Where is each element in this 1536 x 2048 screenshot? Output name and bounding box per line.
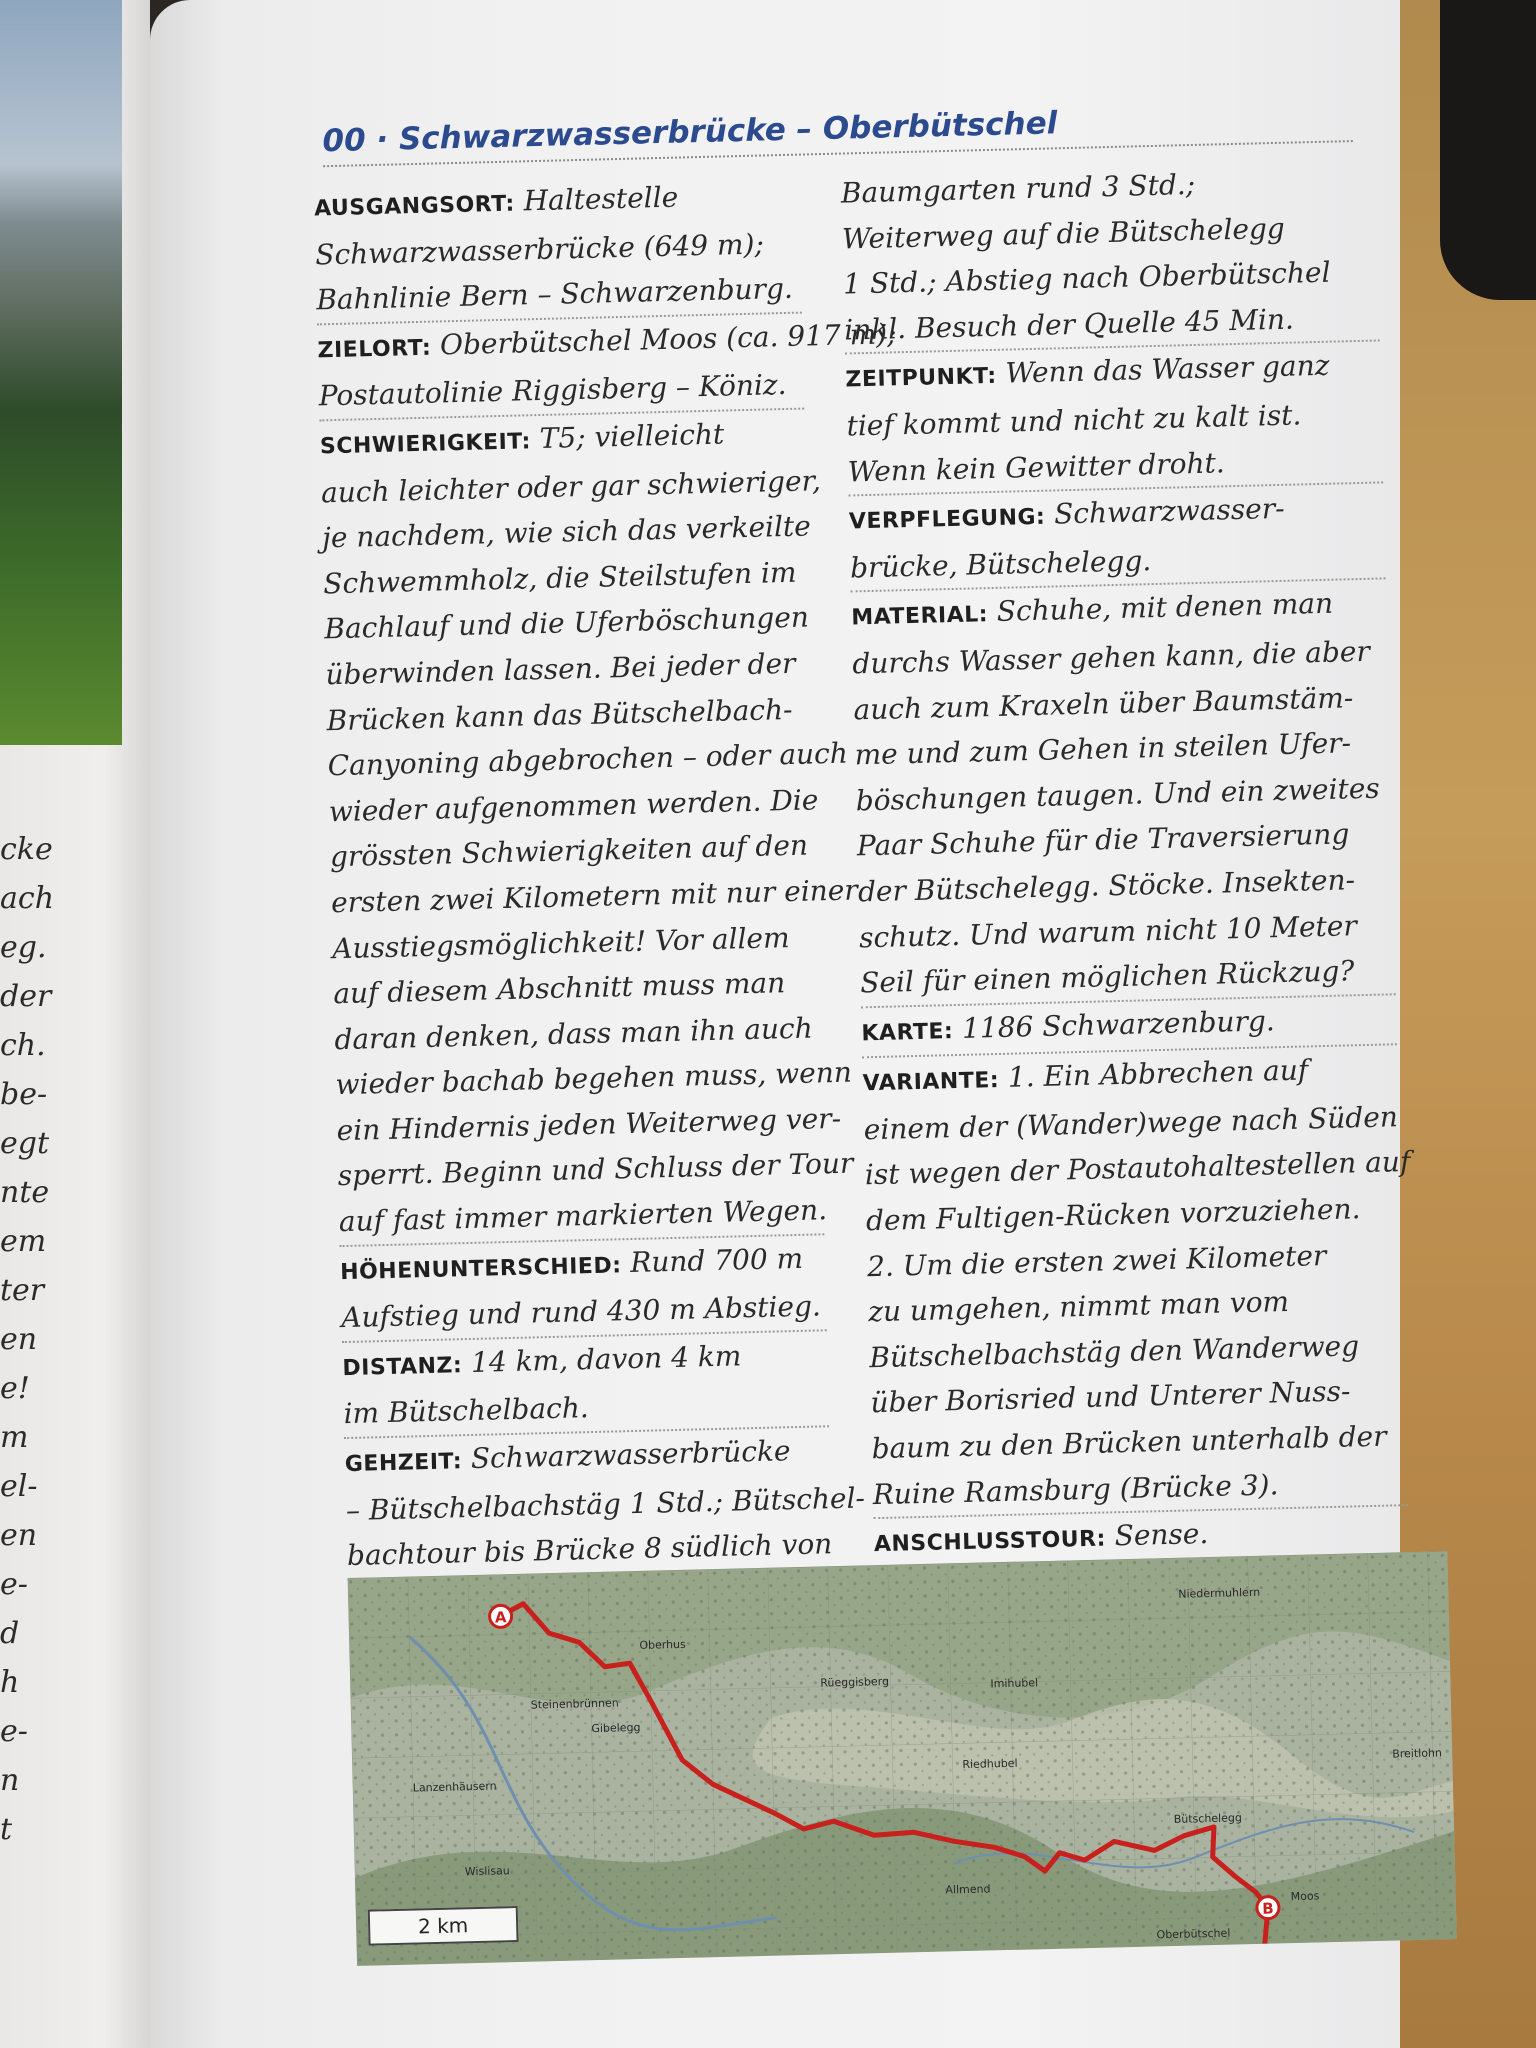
entry-text: 14 km, davon 4 km xyxy=(461,1339,742,1380)
entry-text: 1186 Schwarzenburg. xyxy=(952,1003,1276,1045)
left-page-fragment: nte xyxy=(0,1175,50,1210)
entry-text: ein Hindernis jeden Weiterweg ver- xyxy=(336,1101,842,1148)
entry-text: Haltestelle xyxy=(514,180,679,218)
route-map xyxy=(348,1551,1457,1966)
info-entry xyxy=(314,172,802,326)
entry-text: Bachlauf und die Uferböschungen xyxy=(324,600,810,646)
entry-text: Bütschelbachstäg den Wanderweg xyxy=(868,1329,1360,1375)
map-place-label: Oberhus xyxy=(639,1637,686,1652)
entry-text: me und zum Gehen in steilen Ufer- xyxy=(854,726,1352,772)
map-place-label: Imihubel xyxy=(990,1676,1039,1691)
left-page-fragment: m xyxy=(0,1420,29,1455)
entry-text: Bahnlinie Bern – Schwarzenburg. xyxy=(315,271,794,317)
page-title: 00 · Schwarzwasserbrücke – Oberbütschel xyxy=(322,98,1353,167)
entry-label: ZEITPUNKT: xyxy=(845,364,998,393)
entry-text: – Bütschelbachstäg 1 Std.; Bütschel- xyxy=(345,1481,866,1527)
map-place-label: Wislisau xyxy=(464,1864,510,1879)
entry-text: Seil für einen möglichen Rückzug? xyxy=(859,954,1355,1000)
entry-text: 1 Std.; Abstieg nach Oberbütschel xyxy=(842,255,1331,301)
entry-text: im Bütschelbach. xyxy=(343,1391,590,1431)
entry-label: SCHWIERIGKEIT: xyxy=(319,429,532,460)
map-place-label: Moos xyxy=(1290,1889,1320,1904)
entry-text: über Borisried und Unterer Nuss- xyxy=(870,1374,1351,1420)
entry-text: Paar Schuhe für die Traversierung xyxy=(856,817,1350,863)
left-page-fragment: ter xyxy=(0,1273,45,1308)
left-page-fragment: h xyxy=(0,1665,20,1700)
left-page-fragment: e- xyxy=(0,1567,28,1602)
map-place-label: Steinenbrünnen xyxy=(530,1696,619,1712)
start-marker-label: A xyxy=(494,1608,507,1627)
entry-text: wieder bachab begehen muss, wenn xyxy=(335,1055,853,1102)
entry-text: einem der (Wander)wege nach Süden xyxy=(863,1100,1399,1147)
left-page-fragment: cke xyxy=(0,832,53,867)
left-page-fragment: ch. xyxy=(0,1028,46,1063)
info-entry xyxy=(317,313,897,421)
entry-label: KARTE: xyxy=(861,1018,954,1047)
right-column xyxy=(840,158,1409,1570)
entry-text: Oberbütschel Moos (ca. 917 m); xyxy=(430,317,897,362)
left-page-fragment: egt xyxy=(0,1126,50,1161)
entry-text: 2. Um die ersten zwei Kilometer xyxy=(866,1238,1327,1283)
page-content xyxy=(312,97,1443,2013)
entry-text: brücke, Bütschelegg. xyxy=(849,543,1152,585)
left-page-fragment: em xyxy=(0,1224,47,1259)
entry-text: Postautolinie Riggisberg – Köniz. xyxy=(318,368,787,413)
entry-text: durchs Wasser gehen kann, die aber xyxy=(852,634,1371,681)
entry-text: Schuhe, mit denen man xyxy=(987,587,1334,629)
entry-text: der Bütschelegg. Stöcke. Insekten- xyxy=(857,863,1356,909)
entry-label: MATERIAL: xyxy=(851,602,989,631)
entry-text: T5; vielleicht xyxy=(530,417,725,456)
map-place-label: Oberbütschel xyxy=(1156,1926,1231,1942)
entry-text: Schwarzwasserbrücke (649 m); xyxy=(314,227,765,272)
entry-text: Brücken kann das Bütschelbach- xyxy=(326,692,793,737)
entry-text: bachtour bis Brücke 8 südlich von xyxy=(346,1527,833,1573)
entry-text: sperrt. Beginn und Schluss der Tour xyxy=(337,1147,854,1193)
map-graphic xyxy=(348,1551,1457,1966)
end-marker-label: B xyxy=(1262,1899,1274,1918)
left-page-fragment: en xyxy=(0,1322,38,1357)
entry-text: Wenn das Wasser ganz xyxy=(996,349,1330,391)
map-place-label: Bütschelegg xyxy=(1173,1811,1243,1826)
entry-text: Schwarzwasserbrücke xyxy=(461,1434,791,1476)
info-entry xyxy=(845,342,1383,497)
entry-text: daran denken, dass man ihn auch xyxy=(334,1011,814,1056)
entry-text: überwinden lassen. Bei jeder der xyxy=(325,646,796,692)
entry-text: auf diesem Abschnitt muss man xyxy=(332,966,786,1011)
entry-label: ANSCHLUSSTOUR: xyxy=(873,1526,1107,1558)
map-place-label: Allmend xyxy=(945,1882,991,1897)
entry-text: Aufstieg und rund 430 m Abstieg. xyxy=(340,1289,822,1335)
info-entry xyxy=(344,1427,866,1581)
map-place-label: Lanzenhäusern xyxy=(412,1779,497,1795)
info-entry xyxy=(840,158,1379,355)
entry-text: wieder aufgenommen werden. Die xyxy=(328,783,819,828)
entry-text: dem Fultigen-Rücken vorzuziehen. xyxy=(865,1192,1361,1238)
entry-text: zu umgehen, nimmt man vom xyxy=(867,1285,1290,1329)
entry-text: Baumgarten rund 3 Std.; xyxy=(840,167,1196,210)
left-page-fragment: e- xyxy=(0,1714,28,1749)
entry-text: auf fast immer markierten Wegen. xyxy=(338,1193,828,1239)
left-page-fragment: be- xyxy=(0,1077,48,1112)
entry-text: böschungen taugen. Und ein zweites xyxy=(855,771,1381,818)
entry-text: Schwemmholz, die Steilstufen im xyxy=(322,555,797,601)
entry-text: Sense. xyxy=(1105,1517,1209,1553)
entry-text: schutz. Und warum nicht 10 Meter xyxy=(858,908,1358,954)
entry-text: auch leichter oder gar schwieriger, xyxy=(320,463,822,509)
info-entry xyxy=(319,410,859,1247)
entry-text: Weiterweg auf die Bütschelegg xyxy=(841,211,1286,256)
entry-text: Canyoning abgebrochen – oder auch xyxy=(327,736,849,783)
entry-text: Ausstiegsmöglichkeit! Vor allem xyxy=(331,920,790,965)
entry-text: auch zum Kraxeln über Baumstäm- xyxy=(853,680,1354,726)
entry-label: GEHZEIT: xyxy=(344,1449,463,1478)
left-page-fragment: en xyxy=(0,1518,38,1553)
left-page-fragment: eg. xyxy=(0,930,47,965)
left-page-fragment: d xyxy=(0,1616,20,1651)
left-page-fragment: ach xyxy=(0,881,55,916)
entry-text: baum zu den Brücken unterhalb der xyxy=(871,1419,1387,1466)
info-entry xyxy=(342,1331,829,1439)
entry-text: je nachdem, wie sich das verkeilte xyxy=(321,509,812,555)
left-page-fragment: t xyxy=(0,1812,13,1847)
left-column xyxy=(313,172,897,1581)
entry-text: inkl. Besuch der Quelle 45 Min. xyxy=(843,302,1295,347)
map-scale: 2 km xyxy=(368,1906,519,1946)
map-place-label: Gibelegg xyxy=(591,1720,641,1736)
entry-text: Schwarzwasser- xyxy=(1044,491,1285,531)
left-page-fragment: el- xyxy=(0,1469,38,1504)
entry-text: Wenn kein Gewitter droht. xyxy=(847,445,1226,489)
left-page xyxy=(0,0,150,2048)
entry-label: DISTANZ: xyxy=(342,1353,463,1381)
book-page xyxy=(150,0,1443,2048)
entry-label: VARIANTE: xyxy=(862,1068,1000,1097)
entry-text: ist wegen der Postautohaltestellen auf xyxy=(864,1145,1411,1192)
info-entry xyxy=(848,484,1385,593)
entry-label: VERPFLEGUNG: xyxy=(848,504,1046,535)
entry-text: ersten zwei Kilometern mit nur einer xyxy=(330,873,859,920)
map-place-label: Riedhubel xyxy=(962,1756,1018,1772)
map-place-label: Niedermuhlern xyxy=(1178,1585,1261,1601)
left-page-text xyxy=(0,825,60,1854)
left-page-fragment: e! xyxy=(0,1371,30,1406)
entry-label: HÖHENUNTERSCHIED: xyxy=(339,1252,622,1285)
info-entry xyxy=(851,580,1396,1008)
map-place-label: Breitlohn xyxy=(1392,1746,1443,1761)
landscape-photo xyxy=(0,0,122,745)
left-page-fragment: n xyxy=(0,1763,20,1798)
entry-text: Rund 700 m xyxy=(620,1241,804,1279)
entry-label: AUSGANGSORT: xyxy=(313,191,516,222)
info-entry xyxy=(862,1046,1411,1520)
entry-text: 1. Ein Abbrechen auf xyxy=(998,1053,1309,1095)
entry-text: grössten Schwierigkeiten auf den xyxy=(329,828,809,874)
left-page-fragment: der xyxy=(0,979,52,1014)
entry-text: Ruine Ramsburg (Brücke 3). xyxy=(872,1467,1279,1511)
info-entry xyxy=(340,1235,827,1343)
entry-label: ZIELORT: xyxy=(317,335,432,364)
entry-text: tief kommt und nicht zu kalt ist. xyxy=(846,398,1302,443)
dark-object xyxy=(1440,0,1536,300)
map-place-label: Rüeggisberg xyxy=(820,1674,890,1690)
